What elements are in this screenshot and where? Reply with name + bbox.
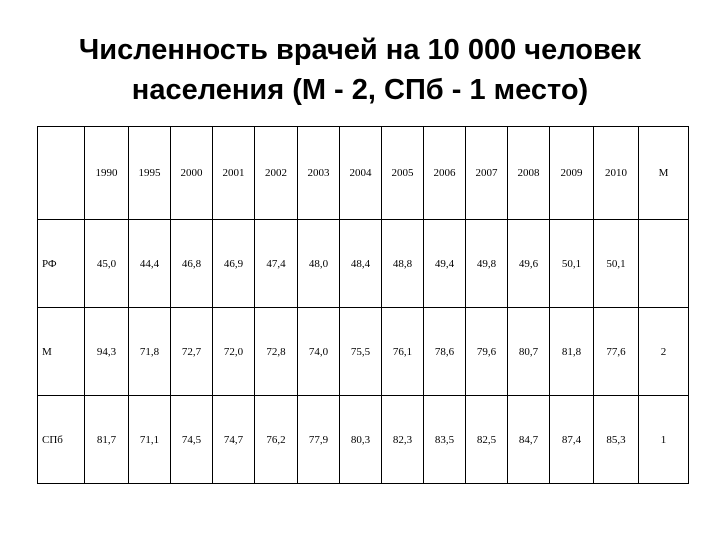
table-cell: 79,6 [466, 308, 508, 396]
row-label: РФ [38, 220, 85, 308]
column-header: 2003 [298, 127, 340, 220]
table-cell: 71,8 [129, 308, 171, 396]
table-row [38, 396, 689, 484]
table-cell: 76,1 [382, 308, 424, 396]
table-cell: 72,0 [213, 308, 255, 396]
column-header: 2005 [382, 127, 424, 220]
table-cell: 85,3 [594, 396, 639, 484]
column-header: 2010 [594, 127, 639, 220]
column-header: 2008 [508, 127, 550, 220]
table-cell: 84,7 [508, 396, 550, 484]
table-cell: 80,3 [340, 396, 382, 484]
table-cell: 74,7 [213, 396, 255, 484]
slide-title [0, 30, 720, 110]
table-cell: 82,3 [382, 396, 424, 484]
table-cell: 47,4 [255, 220, 298, 308]
table-cell: 71,1 [129, 396, 171, 484]
table-cell: 78,6 [424, 308, 466, 396]
table-cell: 81,7 [85, 396, 129, 484]
table-cell: 83,5 [424, 396, 466, 484]
table-cell: 49,8 [466, 220, 508, 308]
column-header: 2002 [255, 127, 298, 220]
table-row [38, 308, 689, 396]
row-label: М [38, 308, 85, 396]
table-cell: 72,8 [255, 308, 298, 396]
column-header: 2007 [466, 127, 508, 220]
table-row [38, 220, 689, 308]
table-cell: 45,0 [85, 220, 129, 308]
table-cell: 94,3 [85, 308, 129, 396]
table-cell: 72,7 [171, 308, 213, 396]
column-header: 2000 [171, 127, 213, 220]
table-cell: 80,7 [508, 308, 550, 396]
table-cell: 1 [639, 396, 689, 484]
row-label: СПб [38, 396, 85, 484]
table-cell: 44,4 [129, 220, 171, 308]
table-body [38, 127, 689, 484]
table-cell: 48,8 [382, 220, 424, 308]
table-cell: 81,8 [550, 308, 594, 396]
column-header: 1995 [129, 127, 171, 220]
column-header: 2006 [424, 127, 466, 220]
table-cell: 82,5 [466, 396, 508, 484]
table-cell: 74,0 [298, 308, 340, 396]
table-cell: 49,6 [508, 220, 550, 308]
table-cell: 75,5 [340, 308, 382, 396]
table-cell: 48,0 [298, 220, 340, 308]
table-header-row [38, 127, 689, 220]
slide-title-line-2: населения (М - 2, СПб - 1 место) [131, 74, 589, 106]
table-cell: 48,4 [340, 220, 382, 308]
column-header: 2001 [213, 127, 255, 220]
table-cell: 74,5 [171, 396, 213, 484]
table-cell: 77,6 [594, 308, 639, 396]
table-cell: 2 [639, 308, 689, 396]
table-cell: 76,2 [255, 396, 298, 484]
table-cell: 50,1 [550, 220, 594, 308]
table-corner-cell [38, 127, 85, 220]
table-cell: 87,4 [550, 396, 594, 484]
column-header: М [639, 127, 689, 220]
table-cell: 49,4 [424, 220, 466, 308]
table-cell: 46,8 [171, 220, 213, 308]
table-cell: 50,1 [594, 220, 639, 308]
column-header: 2009 [550, 127, 594, 220]
table-cell [639, 220, 689, 308]
column-header: 1990 [85, 127, 129, 220]
table-cell: 46,9 [213, 220, 255, 308]
slide-title-line-1: Численность врачей на 10 000 человек [78, 34, 642, 66]
table-cell: 77,9 [298, 396, 340, 484]
column-header: 2004 [340, 127, 382, 220]
doctors-per-10000-table [37, 126, 689, 484]
